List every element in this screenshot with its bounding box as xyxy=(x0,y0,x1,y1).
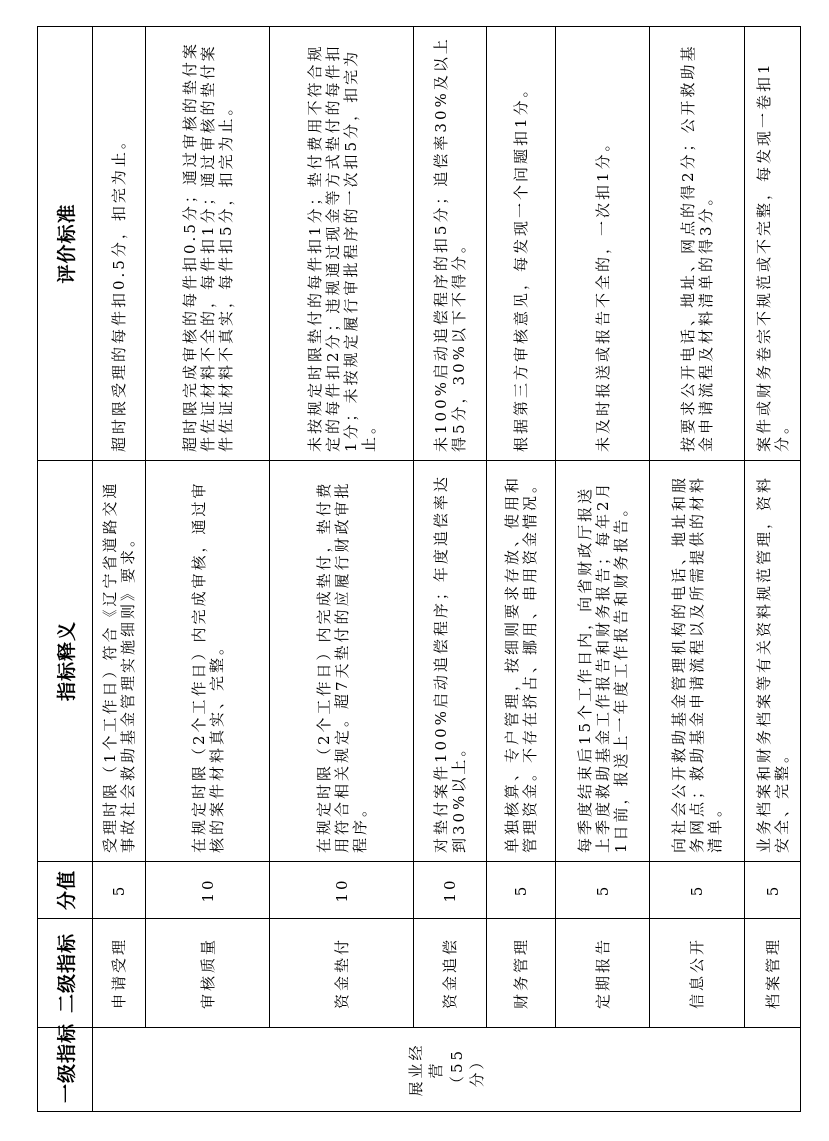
level1-score: （55分） xyxy=(447,1047,486,1092)
table-row xyxy=(487,27,556,1112)
criteria-cell: 案件或财务卷宗不规范或不完整，每发现一卷扣1分。 xyxy=(745,27,801,461)
level2-cell: 档案管理 xyxy=(745,919,801,1028)
table-row xyxy=(650,27,745,1112)
header-criteria: 评价标准 xyxy=(38,27,93,461)
score-cell: 10 xyxy=(414,862,487,919)
definition-cell: 在规定时限（2个工作日）内完成垫付，垫付费用符合相关规定。超7天垫付的应履行财政审批程序。 xyxy=(270,461,414,862)
level2-cell: 资金追偿 xyxy=(414,919,487,1028)
definition-cell: 业务档案和财务档案等有关资料规范管理，资料安全、完整。 xyxy=(745,461,801,862)
header-level1: 一级指标 xyxy=(38,1028,93,1112)
level1-name: 展业经营 xyxy=(407,1042,446,1097)
criteria-cell: 超时限完成审核的每件扣0.5分；通过审核的垫付案件佐证材料不全的，每件扣1分；通过审核的垫付案件佐证材料不真实，每件扣5分，扣完为止。 xyxy=(146,27,270,461)
header-row xyxy=(38,27,93,1112)
header-definition: 指标释义 xyxy=(38,461,93,862)
table-row xyxy=(556,27,650,1112)
rotated-page xyxy=(37,27,797,1112)
level1-cell xyxy=(93,1028,801,1112)
score-cell: 10 xyxy=(146,862,270,919)
criteria-cell: 根据第三方审核意见，每发现一个问题扣1分。 xyxy=(487,27,556,461)
evaluation-table xyxy=(37,26,801,1112)
level2-cell: 定期报告 xyxy=(556,919,650,1028)
level2-cell: 资金垫付 xyxy=(270,919,414,1028)
criteria-cell: 未及时报送或报告不全的，一次扣1分。 xyxy=(556,27,650,461)
criteria-cell: 未100%启动追偿程序的扣5分；追偿率30%及以上得5分，30%以下不得分。 xyxy=(414,27,487,461)
definition-cell: 对垫付案件100%启动追偿程序；年度追偿率达到30%以上。 xyxy=(414,461,487,862)
header-score: 分值 xyxy=(38,862,93,919)
level2-cell: 申请受理 xyxy=(93,919,146,1028)
table-row xyxy=(93,27,146,1112)
table-row xyxy=(146,27,270,1112)
header-level2: 二级指标 xyxy=(38,919,93,1028)
score-cell: 5 xyxy=(745,862,801,919)
level2-cell: 信息公开 xyxy=(650,919,745,1028)
score-cell: 10 xyxy=(270,862,414,919)
criteria-cell: 超时限受理的每件扣0.5分，扣完为止。 xyxy=(93,27,146,461)
score-cell: 5 xyxy=(650,862,745,919)
table-row xyxy=(745,27,801,1112)
definition-cell: 每季度结束后15个工作日内，向省财政厅报送上季度救助基金工作报告和财务报告；每年2月1日前，报送上一年度工作报告和财务报告。 xyxy=(556,461,650,862)
score-cell: 5 xyxy=(93,862,146,919)
level2-cell: 审核质量 xyxy=(146,919,270,1028)
criteria-cell: 未按规定时限垫付的每件扣1分；垫付费用不符合规定的每件扣2分；违规通过现金等方式垫付的每件扣1分；未按规定履行审批程序的一次扣5分，扣完为止。 xyxy=(270,27,414,461)
definition-cell: 受理时限（1个工作日）符合《辽宁省道路交通事故社会救助基金管理实施细则》要求。 xyxy=(93,461,146,862)
definition-cell: 在规定时限（2个工作日）内完成审核，通过审核的案件材料真实、完整。 xyxy=(146,461,270,862)
definition-cell: 向社会公开救助基金管理机构的电话、地址和服务网点；救助基金申请流程以及所需提供的材料清单。 xyxy=(650,461,745,862)
criteria-cell: 按要求公开电话、地址、网点的得2分；公开救助基金申请流程及材料清单的得3分。 xyxy=(650,27,745,461)
level2-cell: 财务管理 xyxy=(487,919,556,1028)
definition-cell: 单独核算、专户管理，按细则要求存放、使用和管理资金。不存在挤占、挪用、串用资金情况。 xyxy=(487,461,556,862)
score-cell: 5 xyxy=(487,862,556,919)
table-row xyxy=(414,27,487,1112)
score-cell: 5 xyxy=(556,862,650,919)
table-row xyxy=(270,27,414,1112)
